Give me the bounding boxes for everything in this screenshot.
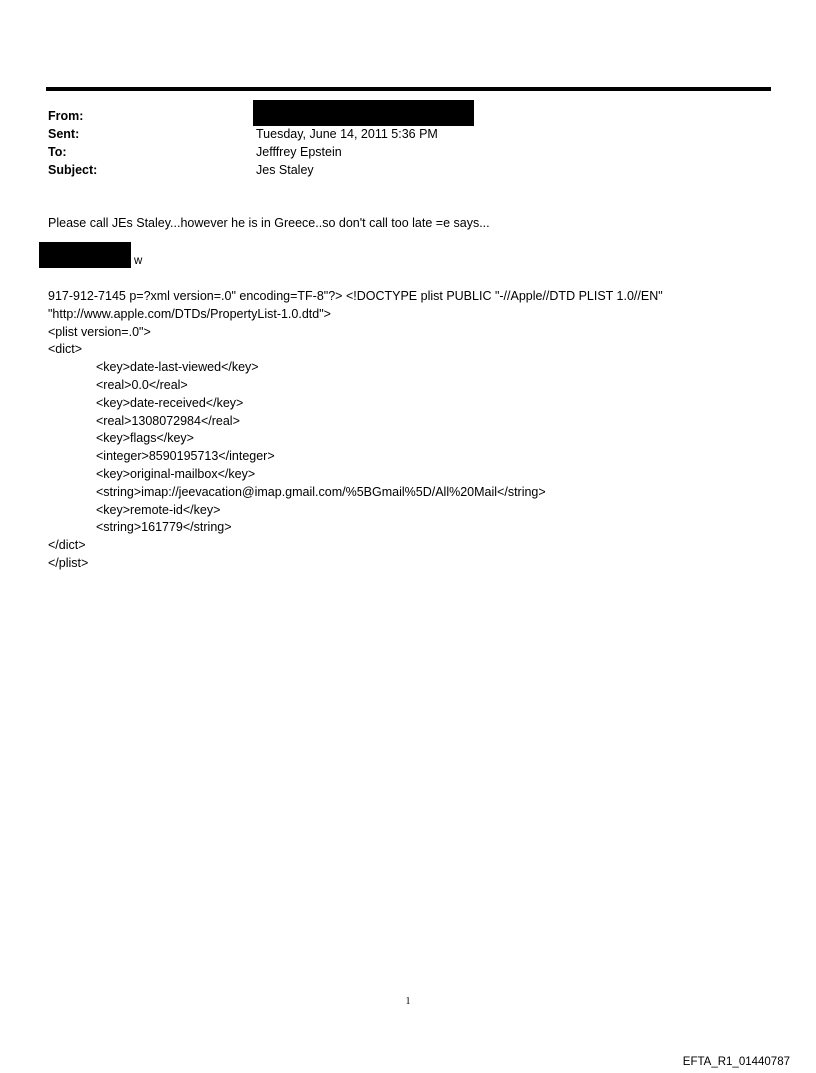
plist-line: <key>original-mailbox</key> (96, 466, 256, 481)
plist-line: <real>1308072984</real> (96, 413, 240, 428)
to-value: Jefffrey Epstein (256, 145, 342, 159)
to-label: To: (48, 145, 67, 159)
plist-line: <real>0.0</real> (96, 377, 188, 392)
message-text: Please call JEs Staley...however he is in Greece..so don't call too late =e says... (48, 216, 490, 230)
plist-line: <dict> (48, 342, 83, 357)
plist-line: "http://www.apple.com/DTDs/PropertyList-1.0.dtd"> (48, 306, 331, 321)
plist-line: 917-912-7145 p=?xml version=.0" encoding=TF-8"?> <!DOCTYPE plist PUBLIC "-//Apple//DTD PLIST 1.0//EN" (48, 289, 663, 303)
from-label: From: (48, 109, 84, 123)
subject-label: Subject: (48, 163, 98, 177)
bates-number: EFTA_R1_01440787 (682, 1056, 790, 1068)
plist-block (48, 288, 663, 573)
plist-line: <key>date-received</key> (96, 395, 244, 410)
plist-line: <string>161779</string> (96, 520, 232, 535)
redacted-suffix: w (134, 255, 143, 267)
plist-line: <key>date-last-viewed</key> (96, 360, 259, 375)
plist-line: </plist> (48, 555, 89, 570)
plist-line: <string>imap://jeevacation@imap.gmail.com/%5BGmail%5D/All%20Mail</string> (96, 484, 546, 499)
plist-line: <key>flags</key> (96, 431, 194, 446)
sender-redaction (39, 242, 131, 268)
from-redaction (253, 100, 474, 126)
header-rule (46, 87, 771, 91)
page-number: 1 (405, 996, 411, 1007)
plist-line: <plist version=.0"> (48, 324, 151, 339)
plist-line: <key>remote-id</key> (96, 502, 221, 517)
subject-value: Jes Staley (256, 163, 314, 177)
plist-line: <integer>8590195713</integer> (96, 449, 275, 464)
plist-line: </dict> (48, 538, 86, 553)
sent-value: Tuesday, June 14, 2011 5:36 PM (256, 127, 438, 141)
sent-label: Sent: (48, 127, 80, 141)
